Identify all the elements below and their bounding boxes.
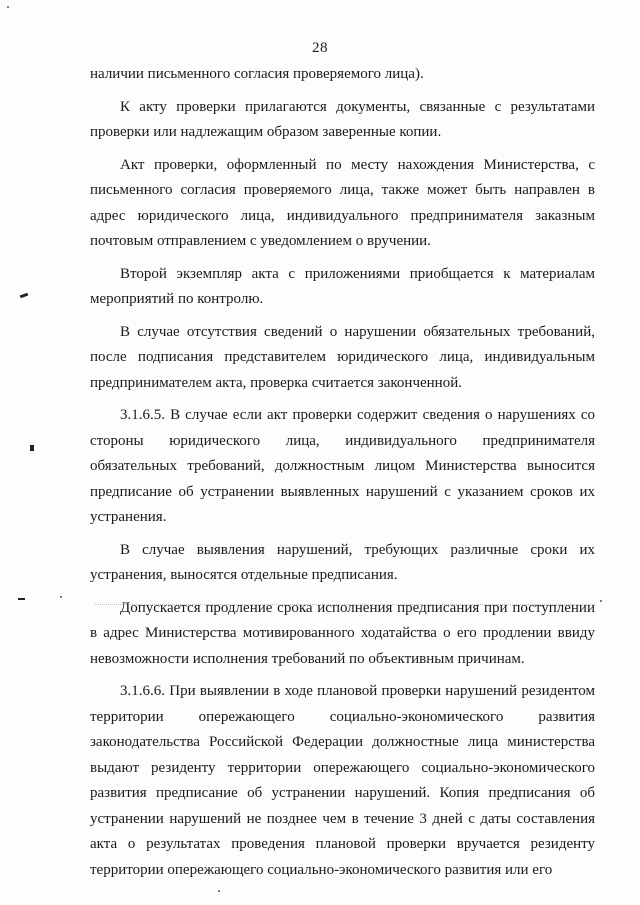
scan-mark-top <box>20 293 29 299</box>
paragraph-3-1-6-6: 3.1.6.6. При выявлении в ходе плановой проверки нарушений резидентом территории опережающего социально-экономического развития законодательства Российской Федерации должностные лица министерства выдают резиденту территории опережающего социально-экономического развития предписание об устранении нарушений. Копия предписания об устранении нарушений не позднее чем в течение 3 дней с даты составления акта о результатах проведения плановой проверки вручается резиденту территории опережающего социально-экономического развития или его <box>90 683 595 878</box>
paragraph-continuation: наличии письменного согласия проверяемого лица). <box>90 66 424 82</box>
scan-speck <box>60 596 62 598</box>
paragraph-extension: Допускается продление срока исполнения предписания при поступлении в адрес Министерства мотивированного ходатайства о его продлении ввиду невозможности исполнения требований по объективным причинам. <box>90 599 595 667</box>
scan-mark-lower <box>18 598 25 600</box>
paragraph-act-delivery: Акт проверки, оформленный по месту нахождения Министерства, с письменного согласия проверяемого лица, также может быть направлен в адрес юридического лица, индивидуального предпринимателя заказным почтовым отправлением с уведомлением о вручении. <box>90 156 595 249</box>
scan-mark-middle <box>30 445 34 451</box>
paragraph-second-copy: Второй экземпляр акта с приложениями приобщается к материалам мероприятий по контролю. <box>90 265 595 307</box>
paragraph-3-1-6-5: 3.1.6.5. В случае если акт проверки содержит сведения о нарушениях со стороны юридического лица, индивидуального предпринимателя обязательных требований, должностным лицом Министерства выносится предписание об устранении выявленных нарушений с указанием сроков их устранения. <box>90 407 595 525</box>
scan-speck <box>600 600 602 602</box>
document-body <box>90 62 595 890</box>
scan-strike-artifact <box>95 604 595 606</box>
page-number: 28 <box>312 40 328 56</box>
paragraph-separate-orders: В случае выявления нарушений, требующих различные сроки их устранения, выносятся отдельные предписания. <box>90 541 595 583</box>
paragraph-inspection-completed: В случае отсутствия сведений о нарушении обязательных требований, после подписания представителем юридического лица, индивидуальным предпринимателем акта, проверка считается законченной. <box>90 323 595 391</box>
scan-speck <box>7 6 9 8</box>
paragraph-attachments: К акту проверки прилагаются документы, связанные с результатами проверки или надлежащим образом заверенные копии. <box>90 98 595 140</box>
scan-speck <box>218 890 220 892</box>
